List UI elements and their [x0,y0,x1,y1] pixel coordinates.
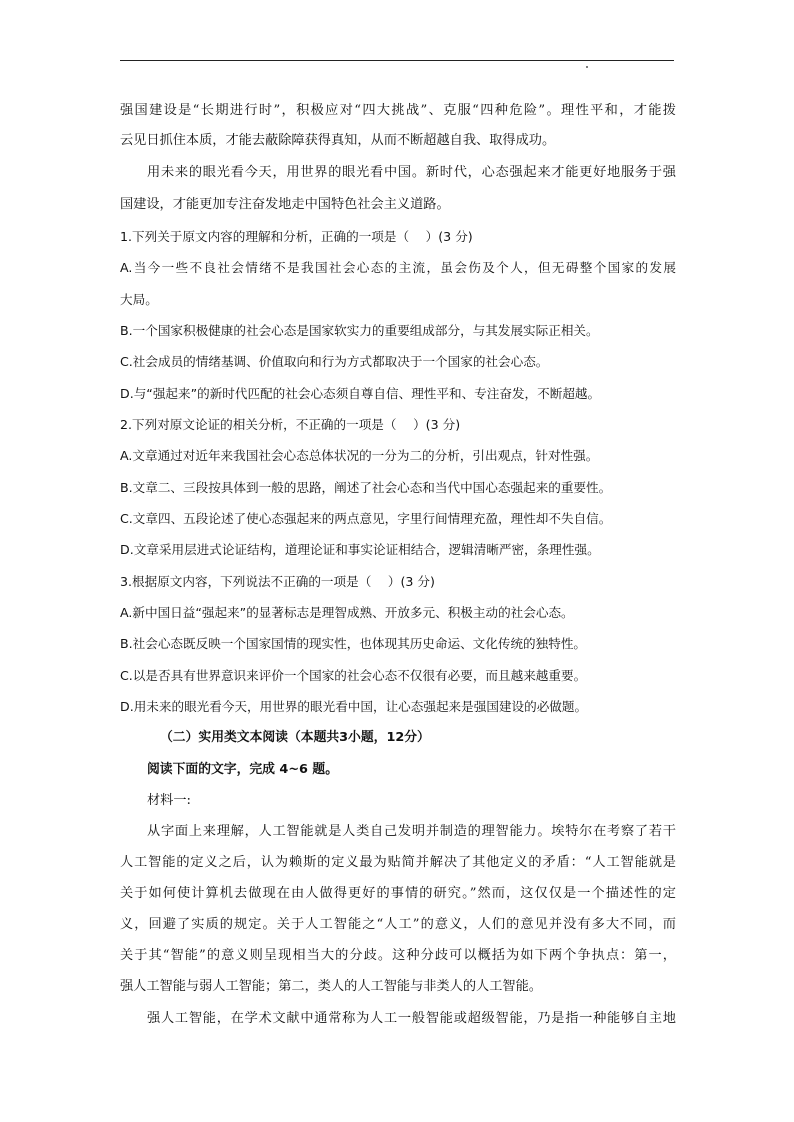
question-3-stem: 3.根据原文内容，下列说法不正确的一项是（ ）(3 分) [120,574,435,589]
question-1-option-c: C.社会成员的情绪基调、价值取向和行为方式都取决于一个国家的社会心态。 [120,354,549,369]
question-1-option-b: B.一个国家积极健康的社会心态是国家软实力的重要组成部分，与其发展实际正相关。 [120,323,599,338]
question-3-option-c: C.以是否具有世界意识来评价一个国家的社会心态不仅很有必要，而且越来越重要。 [120,668,587,683]
question-3-option-b: B.社会心态既反映一个国家国情的现实性，也体现其历史命运、文化传统的独特性。 [120,636,587,651]
question-2-option-c: C.文章四、五段论述了使心态强起来的两点意见，字里行间情理充盈，理性却不失自信。 [120,511,612,526]
text-line: 国建设，才能更加专注奋发地走中国特色社会主义道路。 [120,197,450,212]
header-dot [586,66,588,68]
question-3-option-d: D.用未来的眼光看今天，用世界的眼光看中国，让心态强起来是强国建设的必做题。 [120,699,588,714]
question-3-option-a: A.新中国日益“强起来”的显著标志是理智成熟、开放多元、积极主动的社会心态。 [120,605,574,620]
text-line: 强人工智能，在学术文献中通常称为人工一般智能或超级智能，乃是指一种能够自主地 [147,1011,676,1026]
text-line: 用未来的眼光看今天，用世界的眼光看中国。新时代，心态强起来才能更好地服务于强 [147,165,676,180]
question-2-stem: 2.下列对原文论证的相关分析，不正确的一项是（ ）(3 分) [120,417,461,432]
question-1-stem: 1.下列关于原文内容的理解和分析，正确的一项是（ ）(3 分) [120,229,473,244]
header-rule [120,60,674,61]
section-title: （二）实用类文本阅读（本题共3小题，12分） [160,730,430,745]
text-line: 关于如何使计算机去做现在由人做得更好的事情的研究。”然而，这仅仅是一个描述性的定 [120,886,676,901]
text-line: 强国建设是“长期进行时”，积极应对“四大挑战”、克服“四种危险”。理性平和，才能拨 [120,103,676,118]
question-1-option-d: D.与“强起来”的新时代匹配的社会心态须自尊自信、理性平和、专注奋发，不断超越。 [120,386,601,401]
text-line: 云见日抓住本质，才能去蔽除障获得真知，从而不断超越自我、取得成功。 [120,133,556,148]
text-line: 强人工智能与弱人工智能；第二，类人的人工智能与非类人的人工智能。 [120,979,542,994]
section-instruction: 阅读下面的文字，完成 4~6 题。 [147,762,339,777]
text-line: 从字面上来理解，人工智能就是人类自己发明并制造的理智能力。埃特尔在考察了若干 [147,824,676,839]
text-line: 关于其“智能”的意义则呈现相当大的分歧。这种分歧可以概括为如下两个争执点：第一， [120,948,676,963]
material-label: 材料一: [147,793,192,808]
question-1-option-a: A.当今一些不良社会情绪不是我国社会心态的主流，虽会伤及个人，但无碍整个国家的发展 [120,260,676,275]
question-1-option-a-cont: 大局。 [120,292,158,307]
question-2-option-a: A.文章通过对近年来我国社会心态总体状况的一分为二的分析，引出观点，针对性强。 [120,448,599,463]
question-2-option-d: D.文章采用层进式论证结构，道理论证和事实论证相结合，逻辑清晰严密，条理性强。 [120,542,600,557]
question-2-option-b: B.文章二、三段按具体到一般的思路，阐述了社会心态和当代中国心态强起来的重要性。 [120,480,612,495]
text-line: 人工智能的定义之后，认为赖斯的定义最为贴简并解决了其他定义的矛盾：“人工智能就是 [120,855,676,870]
text-line: 义，回避了实质的规定。关于人工智能之“人工”的意义，人们的意见并没有多大不同，而 [120,917,676,932]
